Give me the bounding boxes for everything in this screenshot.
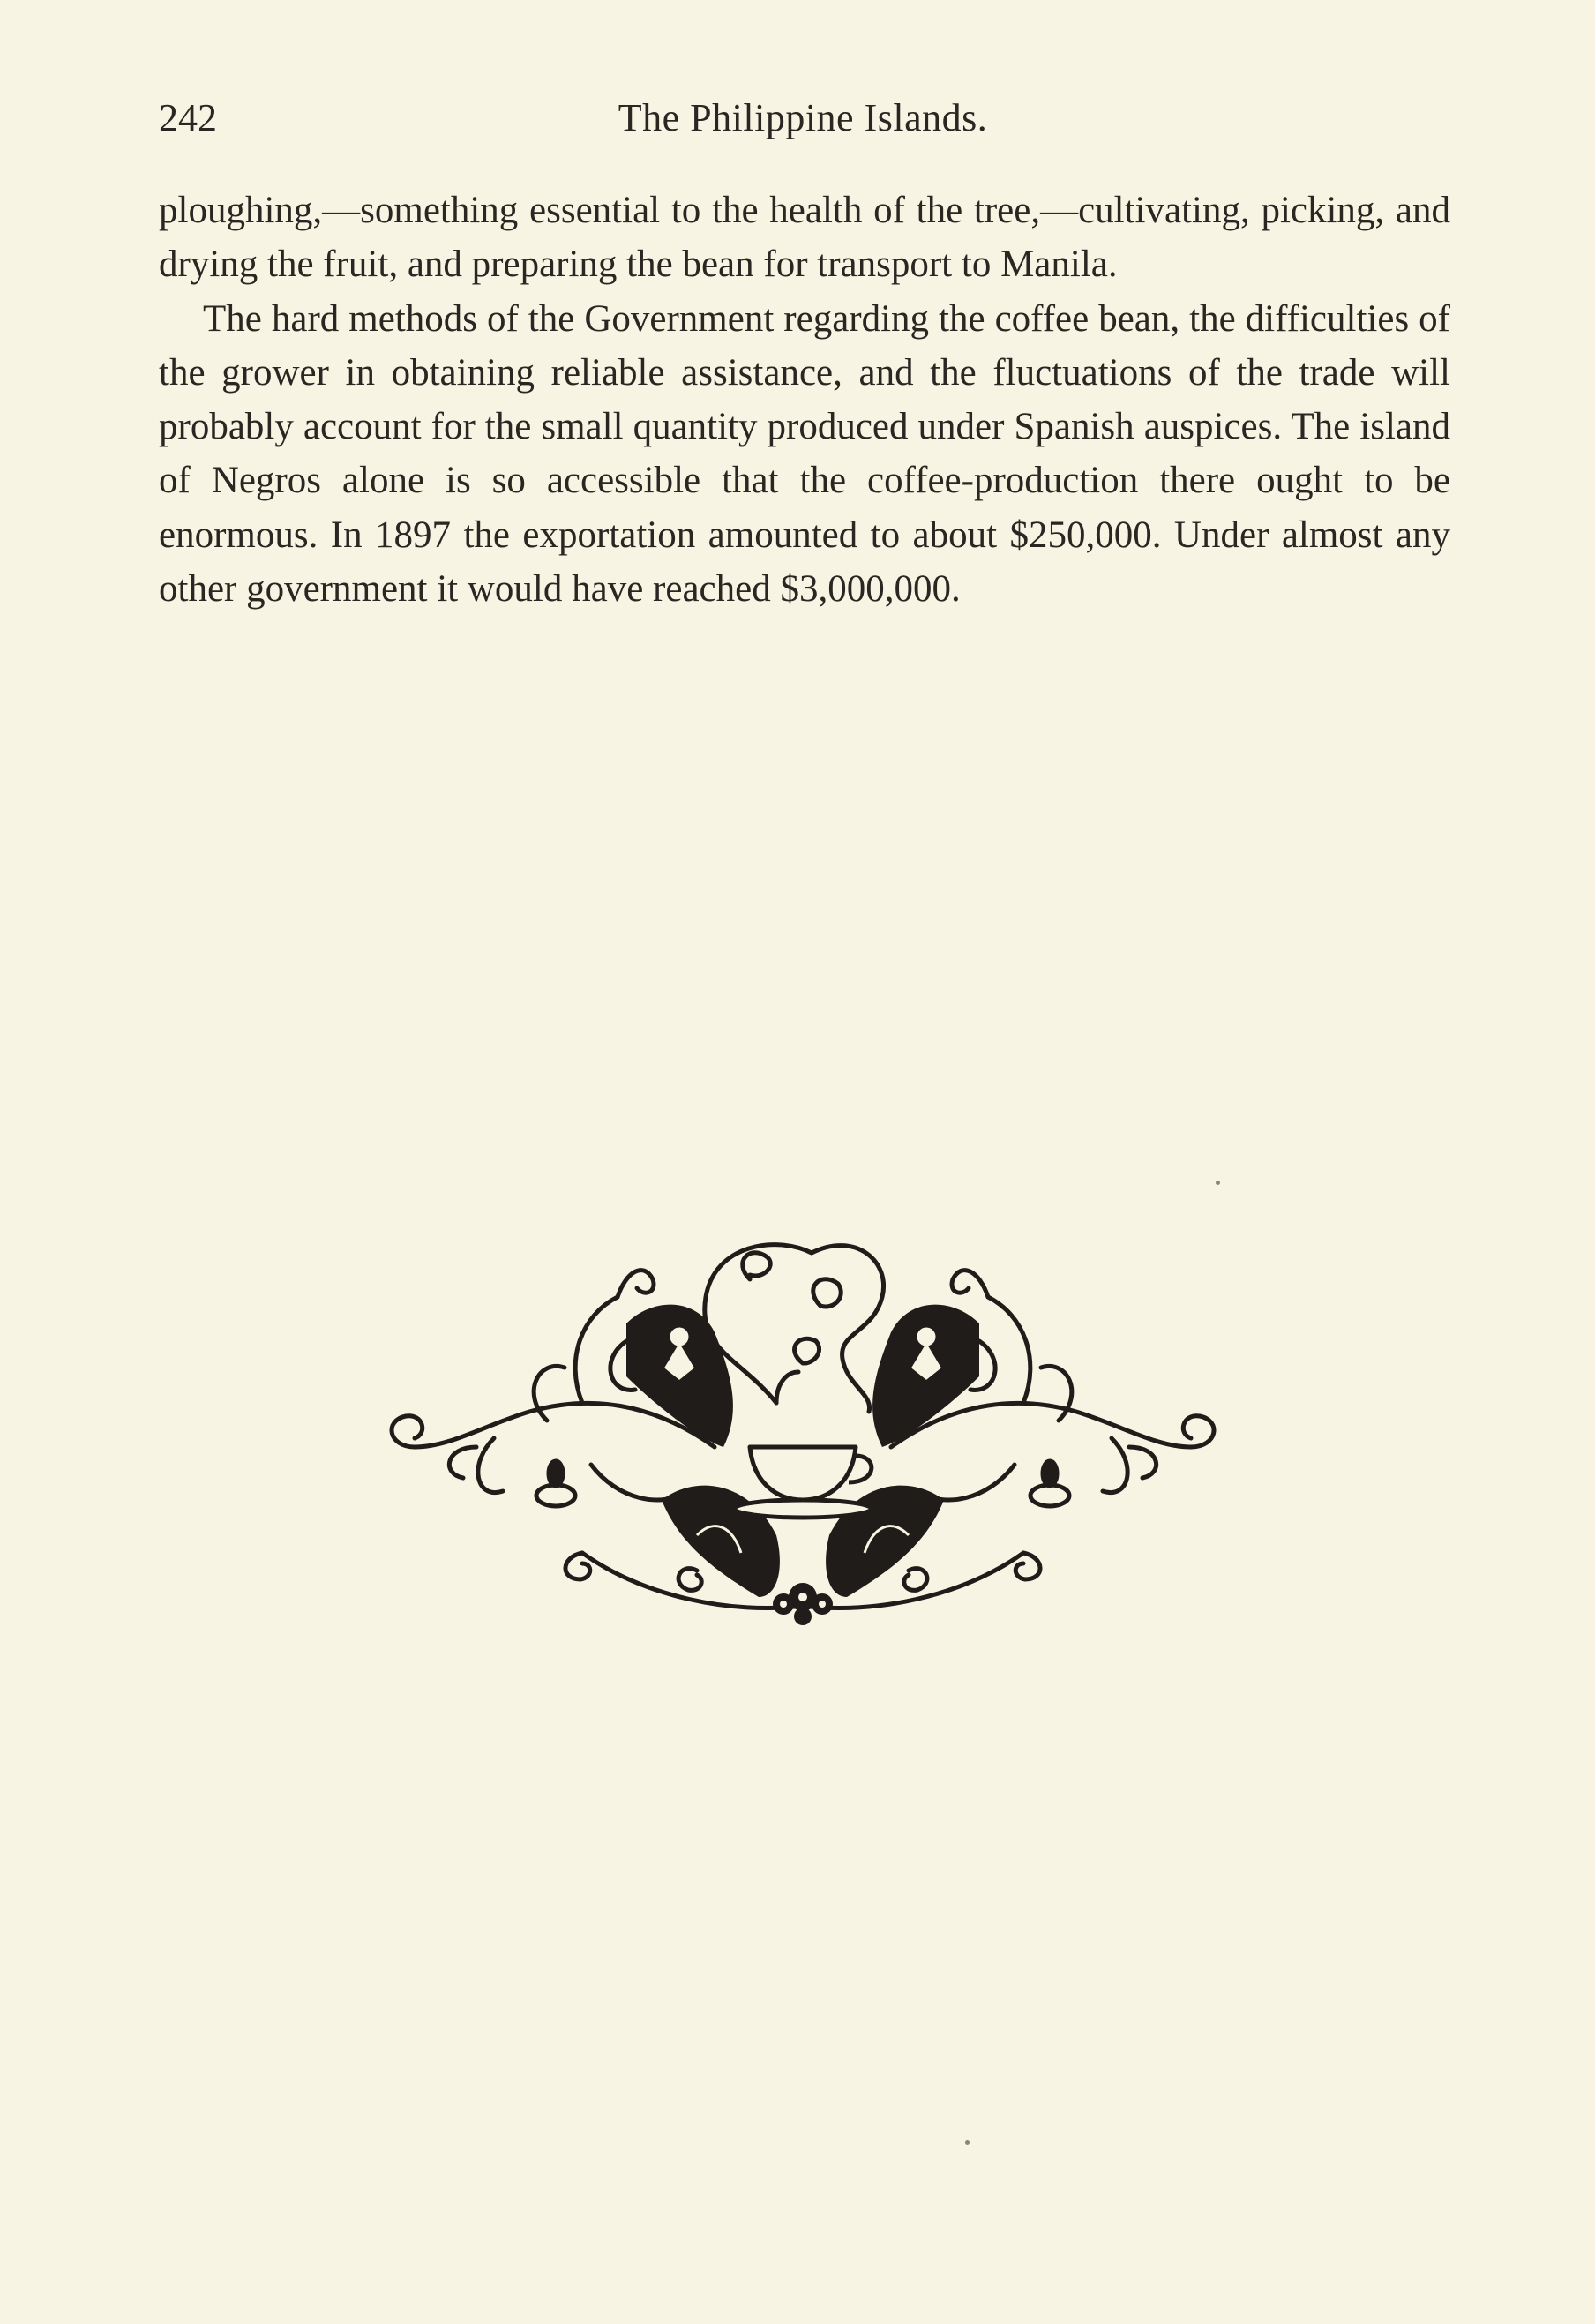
body-text (159, 184, 1450, 616)
paper-speck (965, 2140, 970, 2145)
paragraph-coffee-trade: The hard methods of the Government regarding the coffee bean, the difficulties of the grower in obtaining reliable assistance, and the fluctuations of the trade will probably account for the small quantity produced under Spanish auspices. The island of Negros alone is so accessible that the coffee-production there ought to be enormous. In 1897 the exportation amounted to about $250,000. Under almost any other government it would have reached $3,000,000. (159, 297, 1450, 611)
running-head (159, 92, 1447, 145)
coffee-cup-tailpiece-icon (362, 1182, 1244, 1659)
page-number: 242 (159, 96, 217, 139)
paragraph-continuation: ploughing,—something essential to the health of the tree,—cultivating, picking, and drying the fruit, and preparing the bean for transport to Manila. (159, 190, 1450, 286)
paper-speck (1216, 1181, 1220, 1185)
running-title: The Philippine Islands. (618, 96, 988, 139)
